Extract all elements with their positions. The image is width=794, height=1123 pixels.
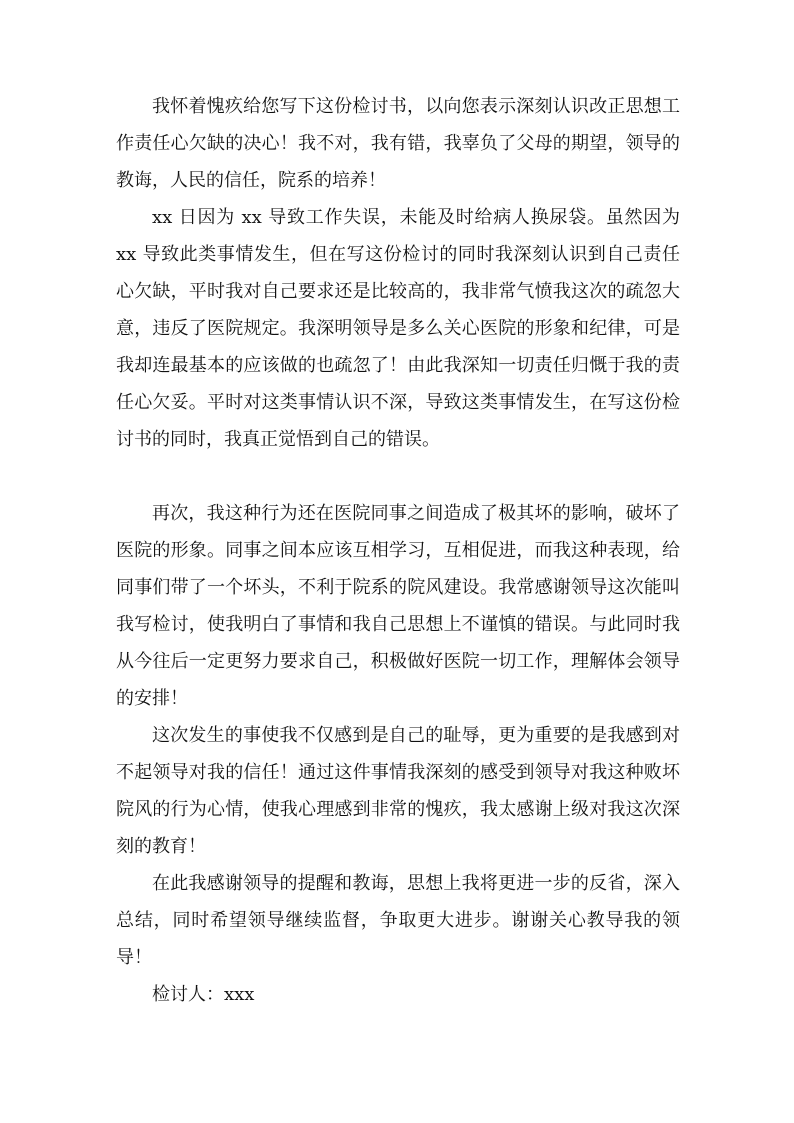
paragraph-opening: 我怀着愧疚给您写下这份检讨书，以向您表示深刻认识改正思想工作责任心欠缺的决心！我不对，我有错，我辜负了父母的期望，领导的教诲，人民的信任，院系的培养！ (116, 96, 680, 191)
paragraph-spacer (116, 458, 680, 495)
paragraph-closing: 在此我感谢领导的提醒和教诲，思想上我将更进一步的反省，深入总结，同时希望领导继续监督，争取更大进步。谢谢关心教导我的领导！ (116, 873, 680, 968)
paragraph-impact: 再次，我这种行为还在医院同事之间造成了极其坏的影响，破坏了医院的形象。同事之间本应该互相学习，互相促进，而我这种表现，给同事们带了一个坏头，不利于院系的院风建设。我常感谢领导这次能叫我写检讨，使我明白了事情和我自己思想上不谨慎的错误。与此同时我从今往后一定更努力要求自己，积极做好医院一切工作，理解体会领导的安排！ (116, 503, 680, 709)
paragraph-incident: xx 日因为 xx 导致工作失误，未能及时给病人换尿袋。虽然因为 xx 导致此类事情发生，但在写这份检讨的同时我深刻认识到自己责任心欠缺，平时我对自己要求还是比较高的，我非常气愤我这次的疏忽大意，违反了医院规定。我深明领导是多么关心医院的形象和纪律，可是我却连最基本的应该做的也疏忽了！由此我深知一切责任归慨于我的责任心欠妥。平时对这类事情认识不深，导致这类事情发生，在写这份检讨书的同时，我真正觉悟到自己的错误。 (116, 207, 680, 450)
document-page (116, 88, 680, 1013)
signature-line: 检讨人：xxx (152, 984, 255, 1005)
paragraph-shame: 这次发生的事使我不仅感到是自己的耻辱，更为重要的是我感到对不起领导对我的信任！通过这件事情我深刻的感受到领导对我这种败坏院风的行为心情，使我心理感到非常的愧疚，我太感谢上级对我这次深刻的教育！ (116, 725, 680, 857)
